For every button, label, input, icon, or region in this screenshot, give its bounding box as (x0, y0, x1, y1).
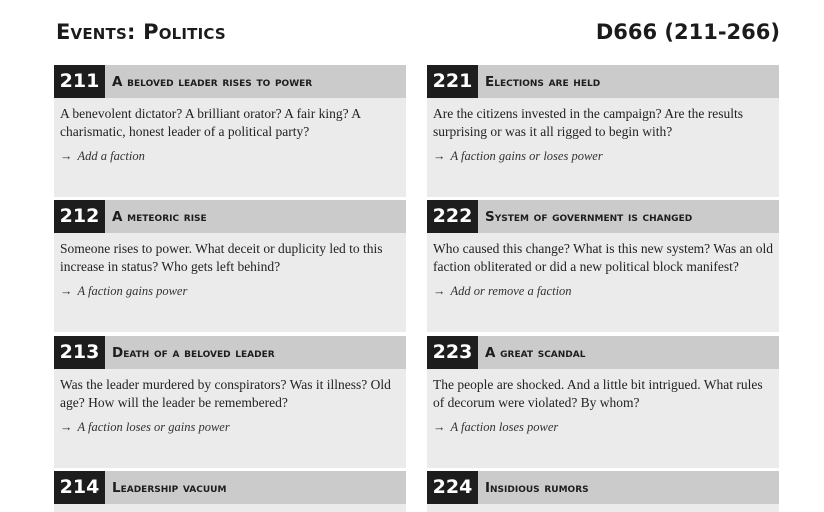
effect-text: A faction gains or loses power (450, 149, 603, 163)
arrow-right-icon: → (60, 149, 73, 163)
event-description: A benevolent dictator? A brilliant orator? A fair king? A charismatic, honest leader of a political party? (60, 106, 361, 139)
event-effect (433, 418, 777, 436)
event-title: Elections are held (485, 74, 601, 90)
event-title: Death of a beloved leader (112, 345, 275, 361)
event-card (54, 471, 406, 512)
page-header (56, 20, 780, 52)
arrow-right-icon: → (433, 149, 446, 163)
event-effect (433, 147, 777, 165)
card-header (427, 471, 779, 504)
arrow-right-icon: → (60, 284, 73, 298)
event-title: Insidious rumors (485, 480, 589, 496)
event-description: The people are shocked. And a little bit intrigued. What rules of decorum were violated? By whom? (433, 377, 763, 410)
event-card (427, 65, 779, 197)
event-description: Who caused this change? What is this new system? Was an old faction obliterated or did a new political block manifest? (433, 241, 773, 274)
event-title: System of government is changed (485, 209, 693, 225)
event-number: 211 (54, 65, 105, 98)
event-body (433, 105, 777, 165)
effect-text: Add a faction (77, 149, 145, 163)
event-number: 224 (427, 471, 478, 504)
effect-text: Add or remove a faction (450, 284, 572, 298)
effect-text: A faction loses power (450, 420, 559, 434)
card-header (54, 65, 406, 98)
event-effect (60, 418, 404, 436)
event-number: 223 (427, 336, 478, 369)
event-body (433, 240, 777, 300)
event-number: 222 (427, 200, 478, 233)
event-number: 213 (54, 336, 105, 369)
arrow-right-icon: → (433, 420, 446, 434)
event-effect (60, 147, 404, 165)
card-header (54, 200, 406, 233)
event-effect (433, 282, 777, 300)
event-number: 212 (54, 200, 105, 233)
event-card (54, 200, 406, 332)
event-title: A beloved leader rises to power (112, 74, 313, 90)
event-body (433, 376, 777, 436)
event-body (60, 376, 404, 436)
page-title: Events: Politics (56, 20, 226, 44)
event-card (54, 65, 406, 197)
event-description: Was the leader murdered by conspirators? Was it illness? Old age? How will the leader be remembered? (60, 377, 391, 410)
event-effect (60, 282, 404, 300)
card-header (427, 65, 779, 98)
effect-text: A faction loses or gains power (77, 420, 230, 434)
effect-text: A faction gains power (77, 284, 188, 298)
event-description: Are the citizens invested in the campaign? Are the results surprising or was it all rigged to begin with? (433, 106, 744, 139)
event-title: A meteoric rise (112, 209, 207, 225)
card-header (54, 336, 406, 369)
card-header (427, 200, 779, 233)
event-body (60, 240, 404, 300)
arrow-right-icon: → (433, 284, 446, 298)
arrow-right-icon: → (60, 420, 73, 434)
event-number: 214 (54, 471, 105, 504)
card-header (54, 471, 406, 504)
event-card (427, 336, 779, 468)
card-header (427, 336, 779, 369)
event-title: Leadership vacuum (112, 480, 227, 496)
event-number: 221 (427, 65, 478, 98)
event-card (427, 200, 779, 332)
event-card (54, 336, 406, 468)
event-title: A great scandal (485, 345, 586, 361)
event-body (60, 105, 404, 165)
dice-range: D666 (211-266) (595, 20, 780, 44)
event-description: Someone rises to power. What deceit or duplicity led to this increase in status? Who gets left behind? (60, 241, 383, 274)
event-card (427, 471, 779, 512)
